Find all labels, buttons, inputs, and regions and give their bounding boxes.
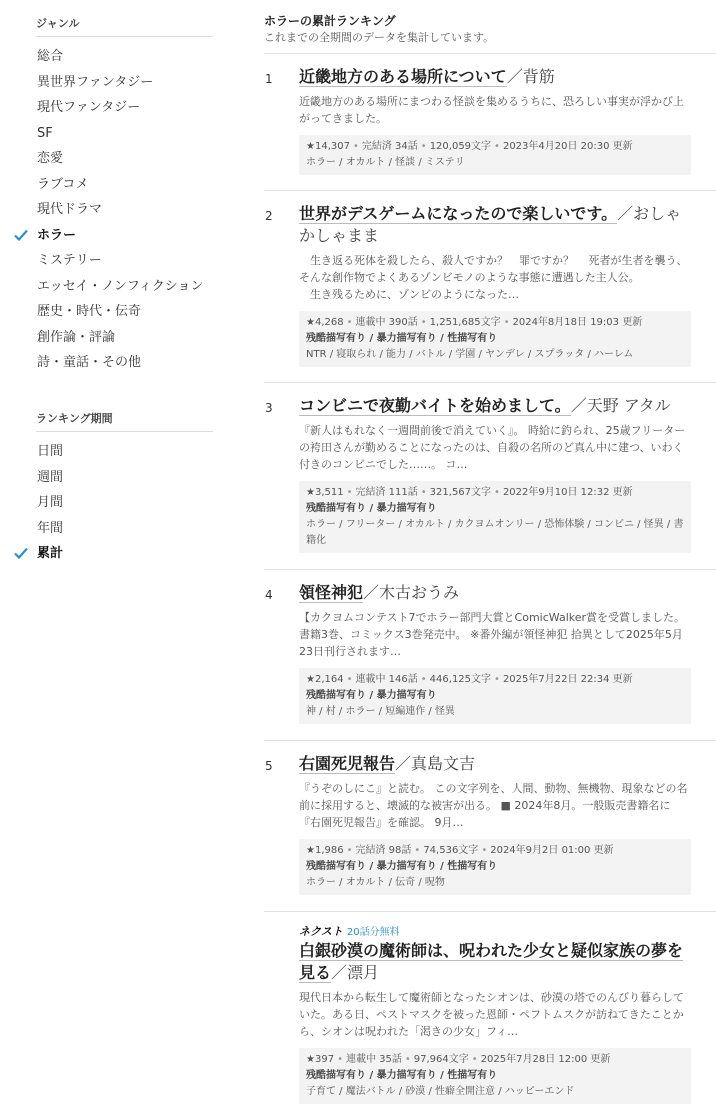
tag-list: NTR / 寝取られ / 能力 / バトル / 学園 / ヤンデレ / スプラッタ / ハーレム — [306, 349, 634, 360]
updated-at: 2024年8月18日 19:03 更新 — [512, 317, 643, 328]
star-count: ★2,164 — [306, 674, 344, 685]
separator-dot: • — [346, 845, 353, 856]
period-list — [0, 439, 63, 567]
rank-number: 3 — [265, 401, 273, 415]
title-separator: ／ — [331, 963, 348, 982]
synopsis: 『新人はもれなく一週間前後で消えていく』。 時給に釣られ、25歳フリーターの袴田さんが勤めることになったのは、自殺の名所のど真ん中に建つ、いわく付きのコンビニでした……。 コ… — [299, 424, 686, 471]
genre-item[interactable]: 恋愛 — [37, 151, 64, 166]
content-warnings: 残酷描写有り / 暴力描写有り / 性描写有り — [306, 1070, 498, 1081]
content-warnings: 残酷描写有り / 暴力描写有り — [306, 690, 437, 701]
tag-link[interactable]: フリーター — [345, 519, 396, 530]
free-episodes-badge: 20話分無料 — [346, 927, 400, 938]
tag-list: ホラー / フリーター / オカルト / カクヨムオンリー / 恐怖体験 / コンビニ / 怪異 / 書籍化 — [306, 519, 684, 546]
star-count: ★3,511 — [306, 487, 344, 498]
tag-link[interactable]: 伝奇 — [395, 877, 416, 888]
work-stats — [306, 672, 684, 688]
separator-dot: • — [494, 487, 500, 498]
separator-dot: • — [420, 674, 427, 685]
rank-number: 4 — [265, 588, 273, 602]
tag-link[interactable]: 学園 — [455, 349, 476, 360]
period-item[interactable]: 年間 — [37, 520, 64, 536]
genre-item[interactable]: ラブコメ — [37, 176, 89, 192]
work-meta — [299, 481, 691, 553]
work-title-link[interactable]: 世界がデスゲームになったので楽しいです。 — [299, 204, 618, 223]
tag-link[interactable]: 神 — [306, 706, 316, 717]
separator-dot: • — [346, 674, 353, 685]
genre-item[interactable]: 総合 — [37, 49, 64, 64]
genre-item[interactable]: 現代ファンタジー — [37, 100, 141, 115]
work-title-link[interactable]: 白銀砂漠の魔術師は、呪われた少女と疑似家族の夢を見る — [299, 941, 684, 982]
work-stats — [306, 315, 684, 331]
episode-status: 完結済 98話 — [355, 845, 412, 856]
tag-link[interactable]: 怪異 — [643, 519, 664, 530]
separator-dot: • — [471, 1054, 478, 1065]
work-title-link[interactable]: 領怪神犯 — [299, 583, 364, 602]
episode-status: 完結済 34話 — [361, 141, 418, 152]
tag-link[interactable]: NTR — [306, 349, 327, 360]
updated-at: 2025年7月28日 12:00 更新 — [480, 1054, 611, 1065]
work-meta — [299, 135, 691, 175]
synopsis: 【カクヨムコンテスト7でホラー部門大賞とComicWalker賞を受賞しました。書籍3巻、コミックス3巻発売中。 ※番外編が領怪神犯 拾異として2025年5月23日刊行されます… — [299, 611, 686, 658]
tag-link[interactable]: スプラッタ — [534, 349, 585, 360]
work-stats — [306, 1052, 684, 1068]
work-title — [299, 753, 691, 775]
work-stats — [306, 843, 684, 859]
updated-at: 2024年9月2日 01:00 更新 — [490, 845, 614, 856]
work-title — [299, 940, 691, 984]
updated-at: 2023年4月20日 20:30 更新 — [502, 141, 633, 152]
char-count: 321,567文字 — [429, 487, 492, 498]
separator-dot: • — [414, 845, 421, 856]
tag-link[interactable]: ハーレム — [594, 349, 634, 360]
updated-at: 2022年9月10日 12:32 更新 — [502, 487, 633, 498]
synopsis: 生き返る死体を殺したら、殺人ですか？ 罪ですか？ 死者が生者を襲う、そんな創作物でよくあるゾンビモノのような事態に遭遇した主人公。 生き残るために、ゾンビのようになった… — [299, 254, 688, 301]
rank-number: 5 — [265, 759, 273, 773]
tag-link[interactable]: カクヨムオンリー — [454, 519, 535, 530]
work-title — [299, 66, 691, 88]
genre-item[interactable]: 歴史・時代・伝奇 — [37, 304, 142, 319]
title-separator: ／ — [395, 754, 412, 773]
tag-link[interactable]: 短編連作 — [385, 706, 426, 717]
separator-dot: • — [420, 317, 427, 328]
tag-link[interactable]: 恐怖体験 — [544, 519, 585, 530]
synopsis: 『うぞのしにこ』と読む。 この文字列を、人間、動物、無機物、現象などの名前に採用すると、壊滅的な被害が出る。 ■ 2024年8月。一般販売書籍名に『右園死児報告』を確認。 9月… — [299, 782, 688, 829]
episode-status: 連載中 35話 — [345, 1054, 402, 1065]
separator-dot: • — [481, 845, 488, 856]
genre-item[interactable]: ミステリー — [37, 253, 102, 268]
author-link[interactable]: 真島文吉 — [411, 754, 476, 773]
tag-list: 神 / 村 / ホラー / 短編連作 / 怪異 — [306, 706, 455, 717]
tag-link[interactable]: 性癖全開注意 — [435, 1086, 496, 1097]
tag-link[interactable]: 書籍化 — [306, 519, 684, 546]
content-warnings: 残酷描写有り / 暴力描写有り / 性描写有り — [306, 861, 498, 872]
genre-heading: ジャンル — [36, 15, 213, 37]
work-meta — [299, 668, 691, 724]
ranking-entry — [264, 740, 716, 895]
genre-item[interactable]: 現代ドラマ — [37, 202, 103, 217]
separator-dot: • — [420, 141, 427, 152]
title-separator: ／ — [570, 396, 587, 415]
tag-link[interactable]: 怪異 — [434, 706, 455, 717]
tag-link[interactable]: オカルト — [405, 519, 445, 530]
separator-dot: • — [494, 141, 500, 152]
tag-link[interactable]: オカルト — [345, 877, 386, 888]
rank-number: 2 — [265, 209, 273, 223]
tag-link[interactable]: 呪物 — [424, 877, 445, 888]
tag-link[interactable]: 砂漠 — [405, 1086, 426, 1097]
content-warnings: 残酷描写有り / 暴力描写有り — [306, 503, 437, 514]
period-item[interactable]: 日間 — [37, 444, 64, 459]
check-icon — [14, 547, 28, 559]
work-meta — [299, 311, 691, 367]
ranking-entry — [264, 382, 716, 553]
work-title — [299, 203, 691, 247]
work-stats — [306, 485, 684, 501]
rank-number: 1 — [265, 72, 273, 86]
tag-link[interactable]: オカルト — [345, 157, 386, 168]
episode-status: 完結済 111話 — [355, 487, 418, 498]
tag-link[interactable]: ヤンデレ — [485, 349, 525, 360]
content-warnings: 残酷描写有り / 暴力描写有り / 性描写有り — [306, 333, 498, 344]
tag-list: ホラー / オカルト / 怪談 / ミステリ — [306, 157, 465, 168]
genre-item[interactable]: 創作論・評論 — [37, 329, 116, 345]
work-title — [299, 582, 691, 604]
star-count: ★1,986 — [306, 845, 344, 856]
genre-item[interactable]: エッセイ・ノンフィクション — [37, 278, 204, 294]
period-item[interactable]: 週間 — [37, 469, 64, 485]
work-meta — [299, 1048, 691, 1104]
title-separator: ／ — [363, 583, 380, 602]
page-title: ホラーの累計ランキング — [264, 14, 396, 28]
tag-link[interactable]: 寝取られ — [336, 349, 377, 360]
star-count: ★397 — [306, 1054, 335, 1065]
episode-status: 連載中 146話 — [355, 674, 418, 685]
page-subtitle: これまでの全期間のデータを集計しています。 — [264, 31, 495, 44]
updated-at: 2025年7月22日 22:34 更新 — [502, 674, 633, 685]
tag-link[interactable]: バトル — [415, 349, 446, 360]
work-title-link[interactable]: 右園死児報告 — [299, 754, 396, 773]
tag-link[interactable]: コンビニ — [593, 519, 634, 530]
period-heading: ランキング期間 — [36, 410, 213, 432]
char-count: 120,059文字 — [429, 141, 492, 152]
char-count: 74,536文字 — [423, 845, 479, 856]
synopsis: 近畿地方のある場所にまつわる怪談を集めるうちに、恐ろしい事実が浮かび上がってきました。 — [299, 95, 684, 125]
separator-dot: • — [346, 317, 353, 328]
ranking-entry — [264, 569, 716, 724]
next-label-row — [299, 924, 716, 940]
tag-link[interactable]: 村 — [325, 706, 336, 717]
author-link[interactable]: 背筋 — [522, 67, 555, 86]
separator-dot: • — [420, 487, 427, 498]
char-count: 1,251,685文字 — [429, 317, 501, 328]
episode-status: 連載中 390話 — [355, 317, 418, 328]
genre-item[interactable]: ホラー — [0, 223, 204, 249]
work-meta — [299, 839, 691, 895]
author-link[interactable]: 漂月 — [347, 963, 380, 982]
tag-link[interactable]: ホラー — [345, 706, 376, 717]
synopsis: 現代日本から転生して魔術師となったシオンは、砂漠の塔でのんびり暮らしていた。ある日、ペストマスクを被った恩師・ペフトムスクが訪ねてきたことから、シオンは呪われた「渇きの少女」フィ… — [299, 991, 684, 1038]
separator-dot: • — [503, 317, 510, 328]
author-link[interactable]: おしゃかしゃまま — [299, 204, 682, 245]
separator-dot: • — [494, 674, 500, 685]
tag-link[interactable]: 怪談 — [395, 157, 416, 168]
separator-dot: • — [346, 487, 353, 498]
title-separator: ／ — [617, 204, 634, 223]
tag-link[interactable]: ミステリ — [424, 157, 465, 168]
tag-link[interactable]: 魔法バトル — [345, 1086, 396, 1097]
tag-link[interactable]: ホラー — [306, 877, 336, 888]
ranking-entry — [264, 53, 716, 175]
char-count: 446,125文字 — [429, 674, 492, 685]
separator-dot: • — [337, 1054, 343, 1065]
separator-dot: • — [404, 1054, 411, 1065]
genre-item[interactable]: 詩・童話・その他 — [37, 355, 142, 370]
work-title — [299, 395, 691, 417]
period-item[interactable]: 累計 — [0, 541, 63, 567]
separator-dot: • — [352, 141, 359, 152]
ranking-entry — [264, 190, 716, 367]
tag-link[interactable]: 子育て — [306, 1086, 336, 1097]
tag-link[interactable]: 能力 — [386, 349, 407, 360]
genre-item[interactable]: 異世界ファンタジー — [37, 74, 154, 90]
work-stats — [306, 139, 684, 155]
tag-link[interactable]: ホラー — [306, 157, 336, 168]
tag-link[interactable]: ホラー — [306, 519, 336, 530]
genre-item[interactable]: SF — [37, 125, 53, 141]
period-item[interactable]: 月間 — [37, 495, 64, 510]
work-title-link[interactable]: 近畿地方のある場所について — [299, 67, 507, 86]
author-link[interactable]: 木古おうみ — [379, 583, 460, 602]
tag-list: 子育て / 魔法バトル / 砂漠 / 性癖全開注意 / ハッピーエンド — [306, 1086, 575, 1097]
star-count: ★4,268 — [306, 317, 344, 328]
tag-list: ホラー / オカルト / 伝奇 / 呪物 — [306, 877, 445, 888]
author-link[interactable]: 天野 アタル — [586, 396, 671, 415]
star-count: ★14,307 — [306, 141, 350, 152]
tag-link[interactable]: ハッピーエンド — [504, 1086, 575, 1097]
char-count: 97,964文字 — [413, 1054, 469, 1065]
work-title-link[interactable]: コンビニで夜勤バイトを始めまして。 — [299, 396, 571, 415]
next-logo: ネクスト — [299, 925, 343, 938]
ranking-entry — [264, 911, 716, 1104]
genre-list — [0, 44, 204, 376]
check-icon — [14, 229, 28, 241]
title-separator: ／ — [506, 67, 523, 86]
